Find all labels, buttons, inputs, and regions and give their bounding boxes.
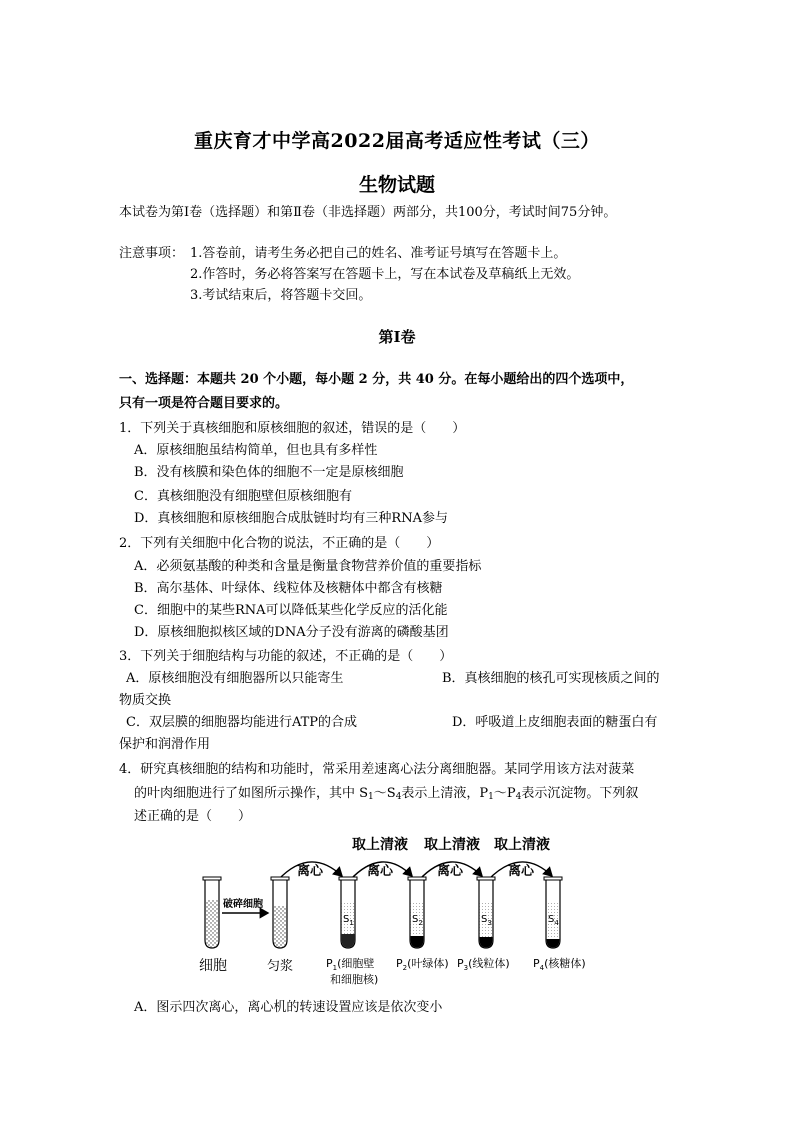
section-instruction: 一、选择题：本题共 20 个小题，每小题 2 分，共 40 分。在每小题给出的四个选项中， [119,372,634,387]
section-instruction: 只有一项是符合题目要求的。 [119,396,289,411]
label-centrifuge: 离心 [437,864,464,879]
label-p2: $P_2$(叶绿体) [396,957,449,972]
note-item: 2.作答时，务必将答案写在答题卡上，写在本试卷及草稿纸上无效。 [190,267,580,282]
option: B．高尔基体、叶绿体、线粒体及核糖体中都含有核糖 [134,581,443,596]
note-item: 3.考试结束后，将答题卡交回。 [190,288,372,303]
label-centrifuge: 离心 [508,864,535,879]
label-homogenate: 匀浆 [267,959,294,974]
note-item: 1.答卷前，请考生务必把自己的姓名、准考证号填写在答题卡上。 [190,246,567,261]
option: D．真核细胞和原核细胞合成肽链时均有三种RNA参与 [134,511,448,526]
option: C．细胞中的某些RNA可以降低某些化学反应的活化能 [134,603,448,618]
question-stem-line: 述正确的是（ ） [134,809,252,824]
option: B．没有核膜和染色体的细胞不一定是原核细胞 [134,465,404,480]
tube-cells [203,877,221,948]
option: A．图示四次离心，离心机的转速设置应该是依次变小 [134,1000,443,1015]
label-p1: $P_1$(细胞壁 [326,957,375,972]
notes-label: 注意事项： [119,246,185,261]
tube-s3 [477,877,495,948]
label-break-cells: 破碎细胞 [223,899,263,910]
label-centrifuge: 离心 [367,864,394,879]
tube-s4 [544,877,562,948]
exam-title: 重庆育才中学高2022届高考适应性考试（三） [194,130,600,152]
option: C．真核细胞没有细胞壁但原核细胞有 [134,489,352,504]
subject-title: 生物试题 [358,174,435,196]
label-cells: 细胞 [199,958,227,974]
exam-intro: 本试卷为第Ⅰ卷（选择题）和第Ⅱ卷（非选择题）两部分，共100分，考试时间75分钟。 [119,205,617,220]
question-stem: 1．下列关于真核细胞和原核细胞的叙述，错误的是（ ） [119,421,466,436]
supernatant-label-s4: $S_4$ [548,914,559,927]
question-stem: 4．研究真核细胞的结构和功能时，常采用差速离心法分离细胞器。某同学用该方法对菠菜 [119,762,635,777]
tube-s2 [408,877,426,948]
question-stem: 3．下列关于细胞结构与功能的叙述，不正确的是（ ） [119,649,453,664]
tube-homogenate [271,877,289,948]
option: A．原核细胞没有细胞器所以只能寄生 [126,671,344,686]
option: B．真核细胞的核孔可实现核质之间的 [442,671,660,686]
label-take-supernatant: 取上清液 [352,837,408,853]
label-p1-continued: 和细胞核) [330,973,379,986]
supernatant-label-s2: $S_2$ [412,914,423,927]
option: C．双层膜的细胞器均能进行ATP的合成 [126,715,358,730]
supernatant-label-s1: $S_1$ [343,914,354,927]
label-take-supernatant: 取上清液 [424,837,480,853]
option: D．呼吸道上皮细胞表面的糖蛋白有 [452,715,658,730]
tube-s1 [339,877,357,948]
option-continuation: 保护和润滑作用 [119,737,211,752]
label-centrifuge: 离心 [297,864,324,879]
label-p4: $P_4$(核糖体) [533,957,586,972]
supernatant-label-s3: $S_3$ [481,914,492,927]
centrifugation-figure [190,830,602,994]
volume-heading: 第Ⅰ卷 [378,328,416,346]
label-p3: $P_3$(线粒体) [457,957,510,972]
question-stem: 2．下列有关细胞中化合物的说法，不正确的是（ ） [119,536,440,551]
option: A．必须氨基酸的种类和含量是衡量食物营养价值的重要指标 [134,559,482,574]
option: A．原核细胞虽结构简单，但也具有多样性 [134,443,378,458]
label-take-supernatant: 取上清液 [494,837,550,853]
question-stem-line: 的叶肉细胞进行了如图所示操作，其中 $S_1\sim S_4$表示上清液，$P_1\sim P_4$表示沉淀物。下列叙 [134,786,639,802]
option: D．原核细胞拟核区域的DNA分子没有游离的磷酸基团 [134,625,449,640]
option-continuation: 物质交换 [119,693,172,708]
